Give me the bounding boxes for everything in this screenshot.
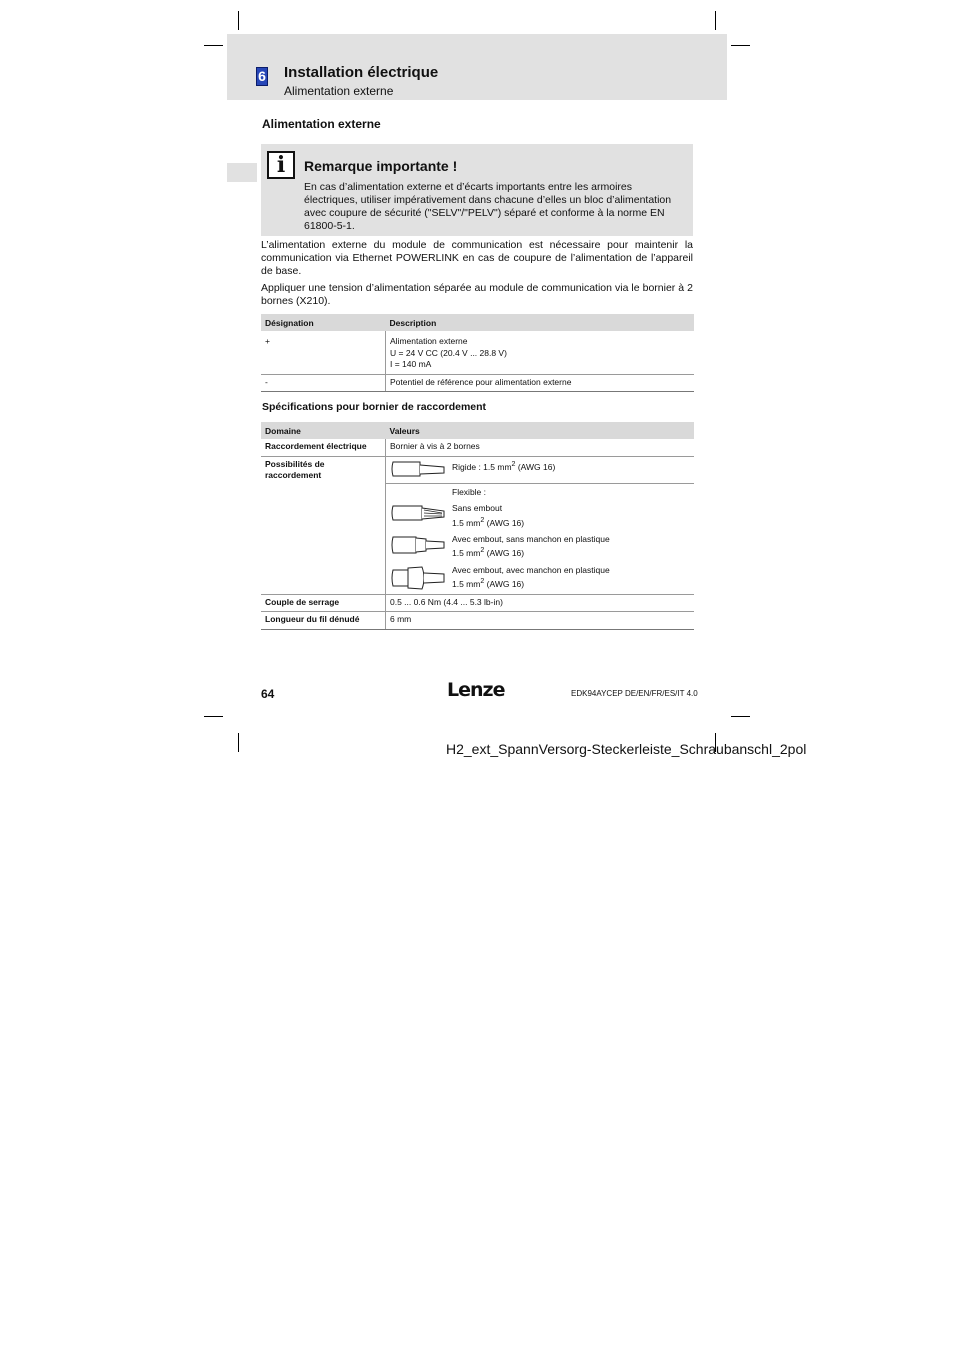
table-cell: Raccordement électrique — [261, 439, 386, 456]
table-row — [261, 456, 694, 483]
ferrule-wire-icon — [390, 534, 446, 556]
table-cell: Bornier à vis à 2 bornes — [386, 439, 695, 456]
option-label: Avec embout, sans manchon en plastique — [452, 533, 610, 544]
table-row — [261, 594, 694, 612]
table-row — [261, 439, 694, 456]
table-cell: Possibilités de raccordement — [261, 456, 386, 594]
table-cell: Couple de serrage — [261, 594, 386, 612]
note-text: En cas d’alimentation externe et d’écarts importants entre les armoires électriques, utiliser impérativement dans chacune d’elles un bloc d’alimentation avec coupure de sécurité ("SELV"/"PELV") séparé et conforme à la norme EN 61800-5-1. — [304, 181, 672, 232]
crop-mark — [204, 716, 223, 717]
table-header: Valeurs — [386, 422, 695, 439]
table-header: Domaine — [261, 422, 386, 439]
paragraph: L’alimentation externe du module de communication est nécessaire pour maintenir la communication via Ethernet POWERLINK en cas de coupure de l’alimentation de l’appareil de base. — [261, 239, 693, 277]
cell-line: Alimentation externe — [390, 336, 468, 346]
crop-mark — [204, 45, 223, 46]
flexible-label: Flexible : — [452, 486, 487, 497]
cell-line: U = 24 V CC (20.4 V ... 28.8 V) — [390, 347, 507, 358]
table-cell — [386, 483, 695, 594]
table-cell: 6 mm — [386, 612, 695, 630]
table-row — [261, 331, 694, 374]
document-code: EDK94AYCEP DE/EN/FR/ES/IT 4.0 — [571, 689, 698, 698]
insulated-ferrule-wire-icon — [390, 565, 446, 591]
table-cell — [386, 331, 695, 374]
specifications-table — [261, 422, 694, 630]
option-size: 1.5 $mm^2$ (AWG 16) — [452, 577, 525, 589]
designation-table — [261, 314, 694, 392]
table-cell: Potentiel de référence pour alimentation externe — [386, 374, 695, 392]
cell-line: I = 140 mA — [390, 359, 432, 369]
table-cell: 0.5 ... 0.6 Nm (4.4 ... 5.3 lb-in) — [386, 594, 695, 612]
rigid-label: Rigide : 1.5 $mm^2$ (AWG 16) — [452, 459, 556, 472]
table-row — [261, 612, 694, 630]
table-cell: + — [261, 331, 386, 374]
option-label: Sans embout — [452, 503, 503, 513]
file-reference: H2_ext_SpannVersorg-Steckerleiste_Schraubanschl_2pol — [446, 741, 807, 757]
table-cell: - — [261, 374, 386, 392]
chapter-number: 6 — [256, 67, 268, 86]
chapter-title: Installation électrique — [284, 64, 439, 81]
option-size: 1.5 $mm^2$ (AWG 16) — [452, 546, 525, 559]
table-cell: Longueur du fil dénudé — [261, 612, 386, 630]
info-icon: i — [267, 151, 295, 179]
crop-mark — [238, 733, 239, 752]
side-tab — [227, 163, 257, 182]
option-size: 1.5 $mm^2$ (AWG 16) — [452, 515, 525, 528]
crop-mark — [731, 716, 750, 717]
paragraph: Appliquer une tension d’alimentation séparée au module de communication via le bornier à 2 bornes (X210). — [261, 282, 693, 307]
table-header: Désignation — [261, 314, 386, 331]
crop-mark — [715, 11, 716, 30]
table-cell — [386, 456, 695, 483]
section-title: Alimentation externe — [262, 117, 381, 131]
page-number: 64 — [261, 687, 275, 701]
crop-mark — [731, 45, 750, 46]
stranded-wire-icon — [390, 503, 446, 523]
chapter-subtitle: Alimentation externe — [284, 84, 394, 98]
lenze-logo: Lenze — [447, 679, 505, 701]
table-header: Description — [386, 314, 695, 331]
subsection-title: Spécifications pour bornier de raccordement — [262, 401, 487, 413]
rigid-wire-icon — [390, 459, 446, 479]
note-title: Remarque importante ! — [304, 158, 458, 174]
table-row — [261, 374, 694, 392]
option-label: Avec embout, avec manchon en plastique — [452, 564, 610, 575]
crop-mark — [238, 11, 239, 30]
